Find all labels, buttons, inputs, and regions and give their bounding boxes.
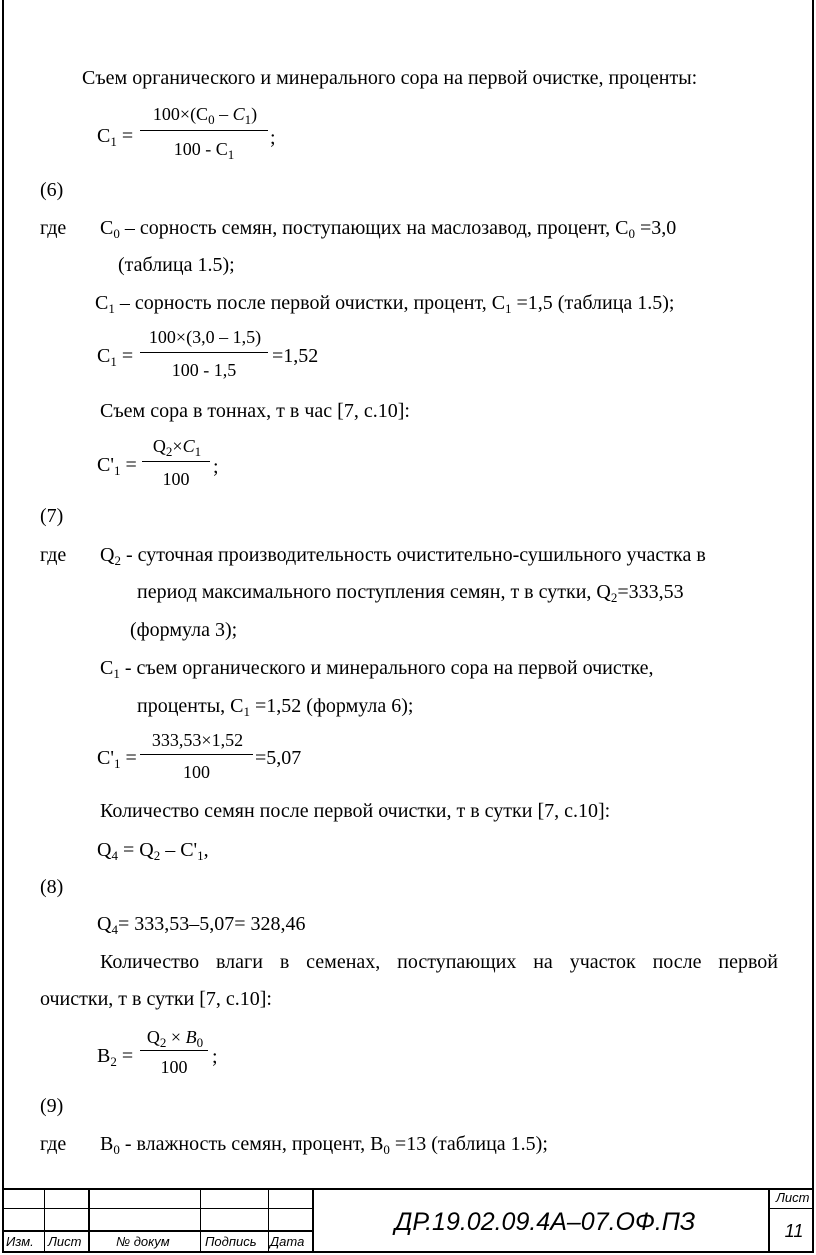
calc6-result: =1,52 <box>272 345 319 367</box>
formula6-fraction-bar <box>140 130 268 131</box>
formula6-lhs: $С_1$ = <box>97 125 134 149</box>
formula7-fraction-bar <box>142 461 210 462</box>
stamp-date-label: Дата <box>270 1234 305 1249</box>
formula9-semicolon: ; <box>212 1046 218 1068</box>
calc7-result: =5,07 <box>255 747 302 769</box>
equation-number-7: (7) <box>40 505 64 527</box>
equation-number-6: (6) <box>40 179 64 201</box>
stamp-izm-label: Изм. <box>6 1234 34 1249</box>
calc7-denominator: 100 <box>183 762 210 782</box>
stamp-signature-label: Подпись <box>205 1234 257 1249</box>
calc8: $Q_4= 333,53-5,07= 328,46$ <box>97 913 306 937</box>
formula9-numerator: $Q_2 \times B_0$ <box>146 1027 204 1050</box>
calc7-lhs: $С'_1$ = <box>97 747 137 771</box>
calc6-fraction-bar <box>140 352 268 353</box>
tons-line: Съем сора в тоннах, т в час [7, с.10]: <box>100 400 410 422</box>
where7-c1: $С_1$ - съем органического и минерального сора на первой очистке, <box>100 657 654 681</box>
where7-q2: $Q_2$ - суточная производительность очистительно-сушильного участка в <box>100 544 706 568</box>
where-label: где <box>40 544 67 566</box>
section-heading: Съем органического и минерального сора на первой очистке, проценты: <box>82 67 698 89</box>
where-label: где <box>40 1133 67 1155</box>
stamp-ndoc-label: № докум <box>116 1234 170 1249</box>
calc6-numerator: 100×(3,0 – 1,5) <box>148 327 262 347</box>
sheet-number: 11 <box>784 1221 804 1241</box>
formula7-numerator: $Q_2\times C_1$ <box>152 436 202 459</box>
formula9-lhs: $В_2$ = <box>97 1045 134 1069</box>
document-code: ДР.19.02.09.4А–07.ОФ.ПЗ <box>394 1208 696 1236</box>
where7-q2-cont: период максимального поступления семян, т в сутки, $Q_2=333,53$ <box>137 581 684 605</box>
formula9-fraction-bar <box>140 1050 208 1051</box>
moist-line-1: Количество влаги в семенах, поступающих на участок после первой <box>100 951 778 973</box>
equation-number-8: (8) <box>40 876 64 898</box>
calc7-fraction-bar <box>140 754 253 755</box>
formula8: $Q_4 = Q_2 - С'_1$, <box>97 839 209 863</box>
equation-number-9: (9) <box>40 1095 64 1117</box>
calc6-lhs: $С_1$ = <box>97 345 134 369</box>
formula7-semicolon: ; <box>213 456 219 478</box>
formula6-denominator: $100 - С_1$ <box>173 139 235 162</box>
where7-c1-cont: проценты, $С_1 =1,52$ (формула 6); <box>137 695 414 719</box>
where6-c0-cont: (таблица 1.5); <box>118 254 235 276</box>
calc7-numerator: 333,53×1,52 <box>151 730 244 750</box>
stamp-list-label: Лист <box>48 1234 82 1249</box>
where6-c1: $С_1$ – сорность после первой очистки, процент, $С_1 =1,5$ (таблица 1.5); <box>95 292 675 316</box>
stamp-sheet-label: Лист <box>776 1190 810 1205</box>
where7-q2-cont2: (формула 3); <box>130 619 238 641</box>
moist-line-2: очистки, т в сутки [7, с.10]: <box>40 988 272 1010</box>
calc6-denominator: 100 - 1,5 <box>171 360 237 380</box>
where9-b0: $В_0$ - влажность семян, процент, $В_0 =13$ (таблица 1.5); <box>100 1133 548 1157</box>
qty-line: Количество семян после первой очистки, т в сутки [7, с.10]: <box>100 800 611 822</box>
formula7-lhs: $С'_1$ = <box>97 454 137 478</box>
formula6-numerator: $100\times(С_0 - C_1)$ <box>152 104 258 127</box>
formula7-denominator: 100 <box>162 469 190 489</box>
formula9-denominator: 100 <box>160 1057 188 1077</box>
where-label: где <box>40 217 67 239</box>
where6-c0: $С_0$ – сорность семян, поступающих на маслозавод, процент, $С_0 =3,0$ <box>100 217 677 241</box>
formula6-semicolon: ; <box>270 127 276 149</box>
